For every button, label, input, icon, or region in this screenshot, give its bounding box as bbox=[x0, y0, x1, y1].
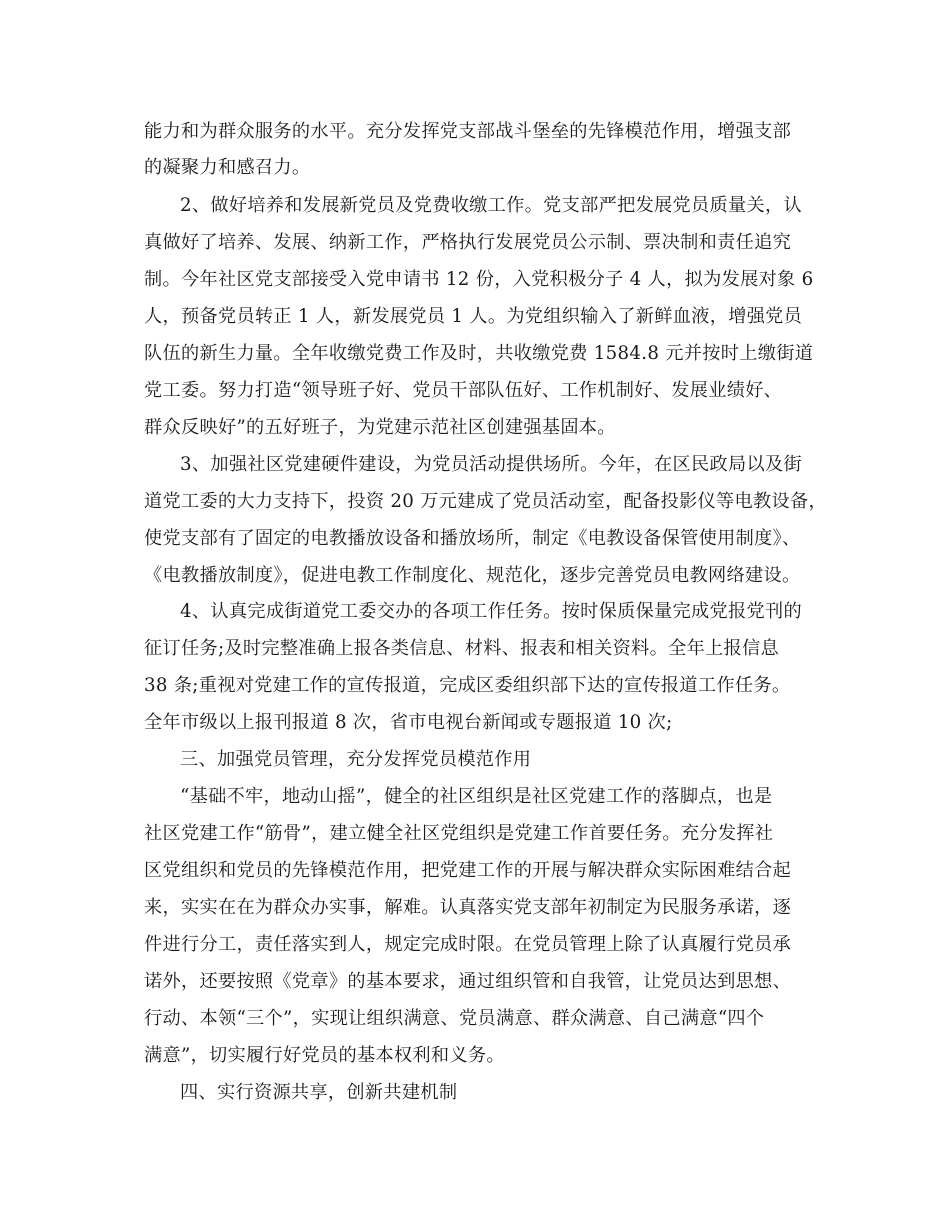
text-line: 来，实实在在为群众办实事，解难。认真落实党支部年初制定为民服务承诺，逐 bbox=[144, 897, 792, 918]
paragraph-start-line: 3、加强社区党建硬件建设，为党员活动提供场所。今年，在区民政局以及街 bbox=[180, 454, 802, 475]
text-line: 真做好了培养、发展、纳新工作，严格执行发展党员公示制、票决制和责任追究 bbox=[144, 232, 792, 253]
text-line: 社区党建工作“筋骨”，建立健全社区党组织是党建工作首要任务。充分发挥社 bbox=[144, 823, 774, 844]
text-line: 道党工委的大力支持下，投资 20 万元建成了党员活动室，配备投影仪等电教设备， bbox=[144, 491, 827, 512]
text-line: 38 条;重视对党建工作的宣传报道，完成区委组织部下达的宣传报道工作任务。 bbox=[144, 675, 791, 696]
text-line: 行动、本领“三个”，实现让组织满意、党员满意、群众满意、自己满意“四个 bbox=[144, 1008, 765, 1029]
text-line: 群众反映好”的五好班子，为党建示范社区创建强基固本。 bbox=[144, 417, 616, 438]
text-line: 《电教播放制度》，促进电教工作制度化、规范化，逐步完善党员电教网络建设。 bbox=[144, 565, 801, 586]
text-line: 能力和为群众服务的水平。充分发挥党支部战斗堡垒的先锋模范作用，增强支部 bbox=[144, 121, 792, 142]
text-line: 人，预备党员转正 1 人，新发展党员 1 人。为党组织输入了新鲜血液，增强党员 bbox=[144, 306, 803, 327]
section-heading: 四、实行资源共享，创新共建机制 bbox=[180, 1082, 458, 1103]
paragraph-start-line: 2、做好培养和发展新党员及党费收缴工作。党支部严把发展党员质量关，认 bbox=[180, 195, 802, 216]
text-line: 诺外，还要按照《党章》的基本要求，通过组织管和自我管，让党员达到思想、 bbox=[144, 971, 792, 992]
text-line: 使党支部有了固定的电教播放设备和播放场所，制定《电教设备保管使用制度》、 bbox=[144, 528, 801, 549]
paragraph-start-line: “基础不牢，地动山摇”，健全的社区组织是社区党建工作的落脚点，也是 bbox=[180, 786, 773, 807]
text-line: 满意”，切实履行好党员的基本权利和义务。 bbox=[144, 1045, 505, 1066]
text-line: 的凝聚力和感召力。 bbox=[144, 157, 311, 178]
text-line: 队伍的新生力量。全年收缴党费工作及时，共收缴党费 1584.8 元并按时上缴街道 bbox=[144, 343, 814, 364]
text-line: 党工委。努力打造“领导班子好、党员干部队伍好、工作机制好、发展业绩好、 bbox=[144, 380, 783, 401]
text-line: 制。今年社区党支部接受入党申请书 12 份，入党积极分子 4 人，拟为发展对象 6 bbox=[144, 269, 814, 290]
text-line: 区党组织和党员的先锋模范作用，把党建工作的开展与解决群众实际困难结合起 bbox=[144, 860, 792, 881]
paragraph-start-line: 4、认真完成街道党工委交办的各项工作任务。按时保质保量完成党报党刊的 bbox=[180, 601, 802, 622]
text-line: 件进行分工，责任落实到人，规定完成时限。在党员管理上除了认真履行党员承 bbox=[144, 934, 792, 955]
text-line: 全年市级以上报刊报道 8 次，省市电视台新闻或专题报道 10 次; bbox=[144, 712, 673, 733]
text-line: 征订任务;及时完整准确上报各类信息、材料、报表和相关资料。全年上报信息 bbox=[144, 638, 780, 659]
section-heading: 三、加强党员管理，充分发挥党员模范作用 bbox=[180, 749, 532, 770]
